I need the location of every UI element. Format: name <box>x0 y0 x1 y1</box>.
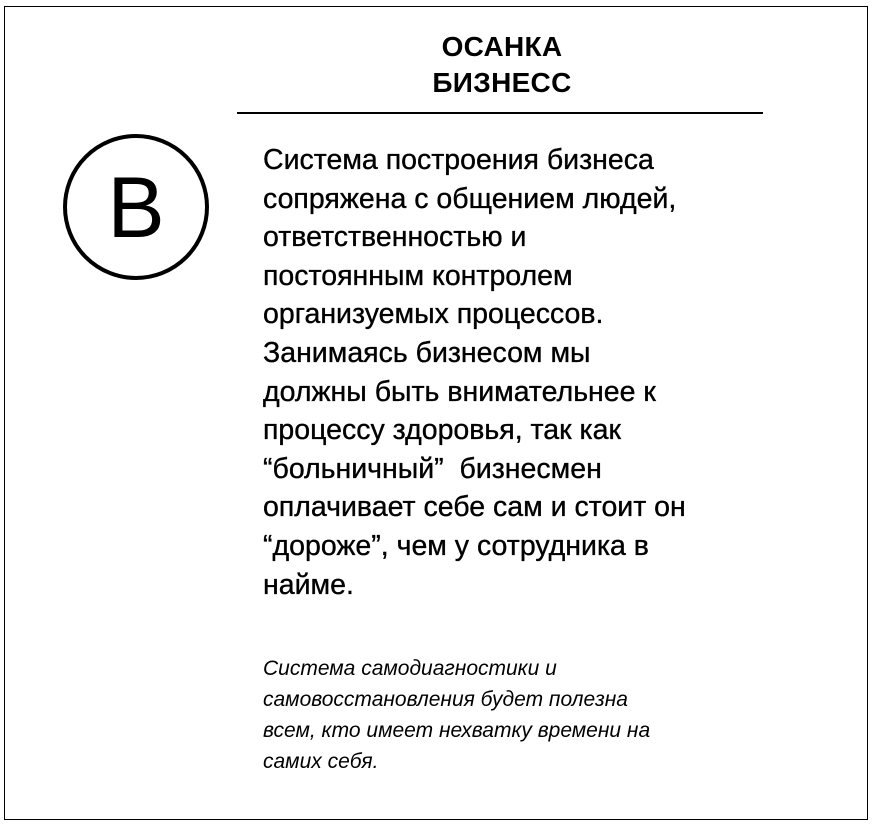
main-paragraph <box>263 141 823 604</box>
main-line: процессу здоровья, так как <box>263 414 621 447</box>
title-line-2: БИЗНЕСС <box>432 67 572 98</box>
title-line-1: ОСАНКА <box>441 31 563 62</box>
note-paragraph <box>263 653 783 777</box>
note-line: всем, кто имеет нехватку времени на <box>263 719 651 742</box>
main-line: организуемых процессов. <box>263 298 604 331</box>
main-line: “дороже”, чем у сотрудника в <box>263 529 649 562</box>
main-line: “больничный” бизнесмен <box>263 452 602 485</box>
main-line: Система построения бизнеса <box>263 144 654 176</box>
main-line: найме. <box>263 568 354 601</box>
main-line: постоянным контролем <box>263 259 573 292</box>
title-divider <box>237 112 763 114</box>
note-line: самих себя. <box>263 750 379 773</box>
main-line: должны быть внимательнее к <box>263 375 656 408</box>
main-line: ответственностью и <box>263 221 527 254</box>
main-line: оплачивает себе сам и стоит он <box>263 491 686 524</box>
main-line: Занимаясь бизнесом мы <box>263 336 591 369</box>
letter-b-badge-icon <box>63 134 209 280</box>
note-line: Система самодиагностики и <box>263 657 557 680</box>
main-line: сопряжена с общением людей, <box>263 182 677 215</box>
card-title <box>241 29 763 101</box>
badge-letter: B <box>107 160 165 256</box>
info-card <box>4 6 868 820</box>
note-line: самовосстановления будет полезна <box>263 688 628 711</box>
